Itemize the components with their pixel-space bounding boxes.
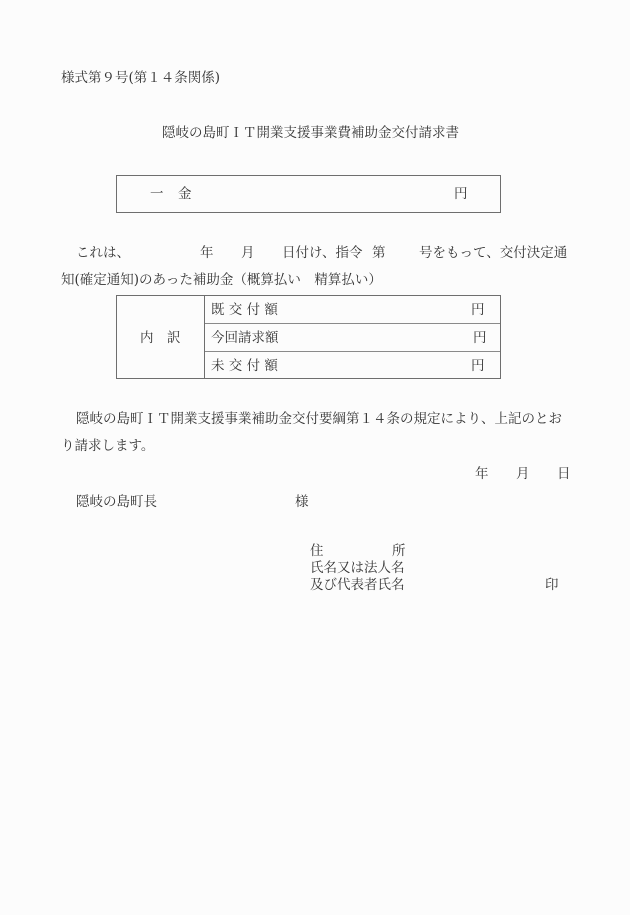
paragraph1-day-label: 日付け、指令 [282,245,363,261]
row-label-unpaid: 未 交 付 額 [211,358,278,374]
representative-name-label: 及び代表者氏名 [310,577,405,593]
form-number: 様式第９号(第１４条関係) [61,70,221,86]
paragraph1-start: これは、 [76,245,130,261]
table-divider-vertical [204,296,205,378]
paragraph1-month-label: 月 [241,245,255,261]
address-label-second: 所 [392,543,406,559]
name-or-corporation-label: 氏名又は法人名 [310,560,405,576]
breakdown-table [116,295,501,379]
amount-box [116,175,501,213]
addressee-name: 隠岐の島町長 [76,494,157,510]
seal-label: 印 [545,577,559,593]
paragraph1-line2: 知(確定通知)のあった補助金（概算払い 精算払い） [61,272,382,288]
amount-prefix-kin: 金 [178,186,192,202]
paragraph1-year-label: 年 [200,245,214,261]
addressee-honorific: 様 [295,494,309,510]
paragraph2-line1: 隠岐の島町ＩＴ開業支援事業補助金交付要綱第１４条の規定により、上記のとお [76,411,562,427]
row-unit-yen: 円 [471,358,485,374]
amount-unit-yen: 円 [454,186,468,202]
row-unit-yen: 円 [473,330,487,346]
table-divider-row2 [205,351,500,352]
paragraph2-line2: り請求します。 [61,438,155,454]
amount-prefix-ichi: 一 [150,186,164,202]
table-divider-row1 [205,323,500,324]
date-day-label: 日 [557,466,571,482]
date-year-label: 年 [475,466,489,482]
row-unit-yen: 円 [471,302,485,318]
row-label-already-paid: 既 交 付 額 [211,302,278,318]
document-title: 隠岐の島町ＩＴ開業支援事業費補助金交付請求書 [162,125,459,141]
date-month-label: 月 [516,466,530,482]
row-label-this-request: 今回請求額 [211,330,279,346]
paragraph1-line1-end: 号をもって、交付決定通 [419,245,568,261]
address-label-first: 住 [310,543,324,559]
paragraph1-dai-label: 第 [372,245,386,261]
breakdown-row-header: 内 訳 [140,330,181,346]
